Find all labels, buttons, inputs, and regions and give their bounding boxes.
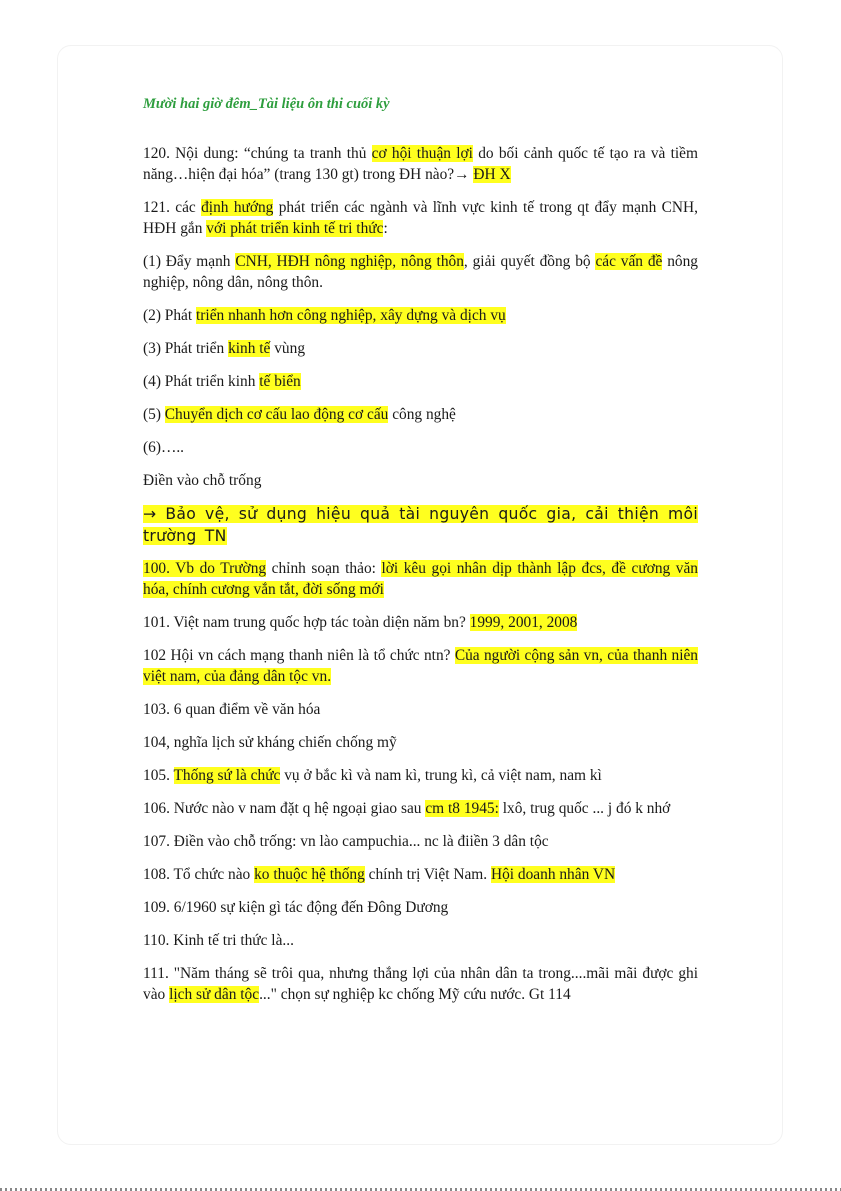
highlighted-text: với phát triển kinh tế tri thức (206, 220, 384, 237)
highlighted-text: ĐH X (473, 166, 511, 183)
highlighted-text: triển nhanh hơn công nghiệp, xây dựng và dịch vụ (196, 307, 506, 324)
paragraph (143, 470, 698, 491)
highlighted-text: ko thuộc hệ thống (254, 866, 365, 883)
text-segment: , giải quyết đồng bộ (463, 253, 596, 270)
text-segment: 120. Nội dung: “chúng ta tranh thủ (143, 145, 372, 162)
highlighted-text: Hội doanh nhân VN (490, 866, 616, 883)
text-segment: chính trị Việt Nam. (364, 866, 491, 883)
text-segment: (4) Phát triển kinh (143, 373, 260, 390)
paragraph (143, 338, 698, 359)
text-segment: ..." chọn sự nghiệp kc chống Mỹ cứu nước. Gt 114 (259, 986, 571, 1003)
paragraph (143, 645, 698, 687)
text-segment: lxô, trug quốc ... j đó k nhớ (498, 800, 671, 817)
highlighted-text: tế biển (259, 373, 301, 390)
text-segment: Điền vào chỗ trống (143, 472, 262, 489)
text-segment: nông nghiệp, nông dân, nông thôn. (143, 253, 699, 291)
text-segment: : (383, 220, 388, 237)
text-segment: 101. Việt nam trung quốc hợp tác toàn diện năm bn? (143, 614, 470, 631)
text-segment: 110. Kinh tế tri thức là... (143, 932, 294, 949)
paragraph (143, 897, 698, 918)
paragraph (143, 143, 698, 185)
paragraph (143, 864, 698, 885)
paragraph (143, 437, 698, 458)
highlighted-text: Thống sứ là chức (173, 767, 281, 784)
highlighted-text: định hướng (201, 199, 274, 216)
paragraph (143, 699, 698, 720)
text-segment: (2) Phát (143, 307, 197, 324)
text-segment: (6)….. (143, 439, 185, 456)
text-segment: 105. (143, 767, 174, 784)
highlighted-text: 100. Vb do Trường (143, 560, 267, 577)
paragraph (143, 503, 698, 547)
paragraph (143, 831, 698, 852)
text-segment: vụ ở bắc kì và nam kì, trung kì, cả việt nam, nam kì (280, 767, 602, 784)
paragraph (143, 612, 698, 633)
text-segment: (1) Đẩy mạnh (143, 253, 236, 270)
paragraph (143, 798, 698, 819)
highlighted-text: Của người cộng sản vn, của thanh niên việt nam, của đảng dân tộc vn. (143, 647, 698, 685)
highlighted-text: cơ hội thuận lợi (371, 145, 473, 162)
text-segment: (5) (143, 406, 165, 423)
highlighted-text: → Bảo vệ, sử dụng hiệu quả tài nguyên quốc gia, cải thiện môi trường TN (143, 505, 698, 545)
highlighted-text: 1999, 2001, 2008 (469, 614, 578, 631)
text-segment: 109. 6/1960 sự kiện gì tác động đến Đông Dương (143, 899, 449, 916)
text-segment: công nghệ (388, 406, 456, 423)
paragraph (143, 963, 698, 1005)
paragraph (143, 251, 698, 293)
highlighted-text: kinh tế (228, 340, 271, 357)
text-segment: chỉnh soạn thảo: (266, 560, 382, 577)
paragraph (143, 558, 698, 600)
paragraph (143, 930, 698, 951)
text-segment: phát triển các ngành và lĩnh vực kinh tế trong qt đẩy mạnh CNH, HĐH gắn (143, 199, 698, 237)
highlighted-text: CNH, HĐH nông nghiệp, nông thôn (235, 253, 464, 270)
highlighted-text: lịch sử dân tộc (169, 986, 260, 1003)
text-segment: 121. các (143, 199, 202, 216)
highlighted-text: lời kêu gọi nhân dịp thành lập đcs, đề cương văn hóa, chính cương vắn tắt, đời sống mới (143, 560, 698, 598)
text-segment: 107. Điền vào chỗ trống: vn lào campuchia... nc là điiền 3 dân tộc (143, 833, 549, 850)
text-segment: (3) Phát triển (143, 340, 229, 357)
document-header: Mười hai giờ đêm_Tài liệu ôn thi cuối kỳ (143, 96, 390, 112)
paragraph (143, 732, 698, 753)
text-segment: 104, nghĩa lịch sử kháng chiến chống mỹ (143, 734, 397, 751)
text-segment: 102 Hội vn cách mạng thanh niên là tổ chức ntn? (143, 647, 455, 664)
highlighted-text: cm t8 1945: (425, 800, 499, 817)
paragraph (143, 371, 698, 392)
text-segment: 106. Nước nào v nam đặt q hệ ngoại giao sau (143, 800, 426, 817)
paragraph (143, 305, 698, 326)
text-segment: 111. "Năm tháng sẽ trôi qua, nhưng thắng lợi của nhân dân ta trong....mãi mãi được ghi vào (143, 965, 698, 1003)
highlighted-text: các vấn đề (595, 253, 663, 270)
paragraph (143, 404, 698, 425)
text-segment: vùng (270, 340, 306, 357)
text-segment: 103. 6 quan điểm về văn hóa (143, 701, 321, 718)
paragraph (143, 197, 698, 239)
text-segment: 108. Tổ chức nào (143, 866, 255, 883)
paragraph (143, 765, 698, 786)
document-body (143, 143, 698, 1017)
highlighted-text: Chuyển dịch cơ cấu lao động cơ cấu (164, 406, 389, 423)
text-segment: do bối cảnh quốc tế tạo ra và tiềm năng…hiện đại hóa” (trang 130 gt) trong ĐH nào?→ (143, 145, 698, 183)
